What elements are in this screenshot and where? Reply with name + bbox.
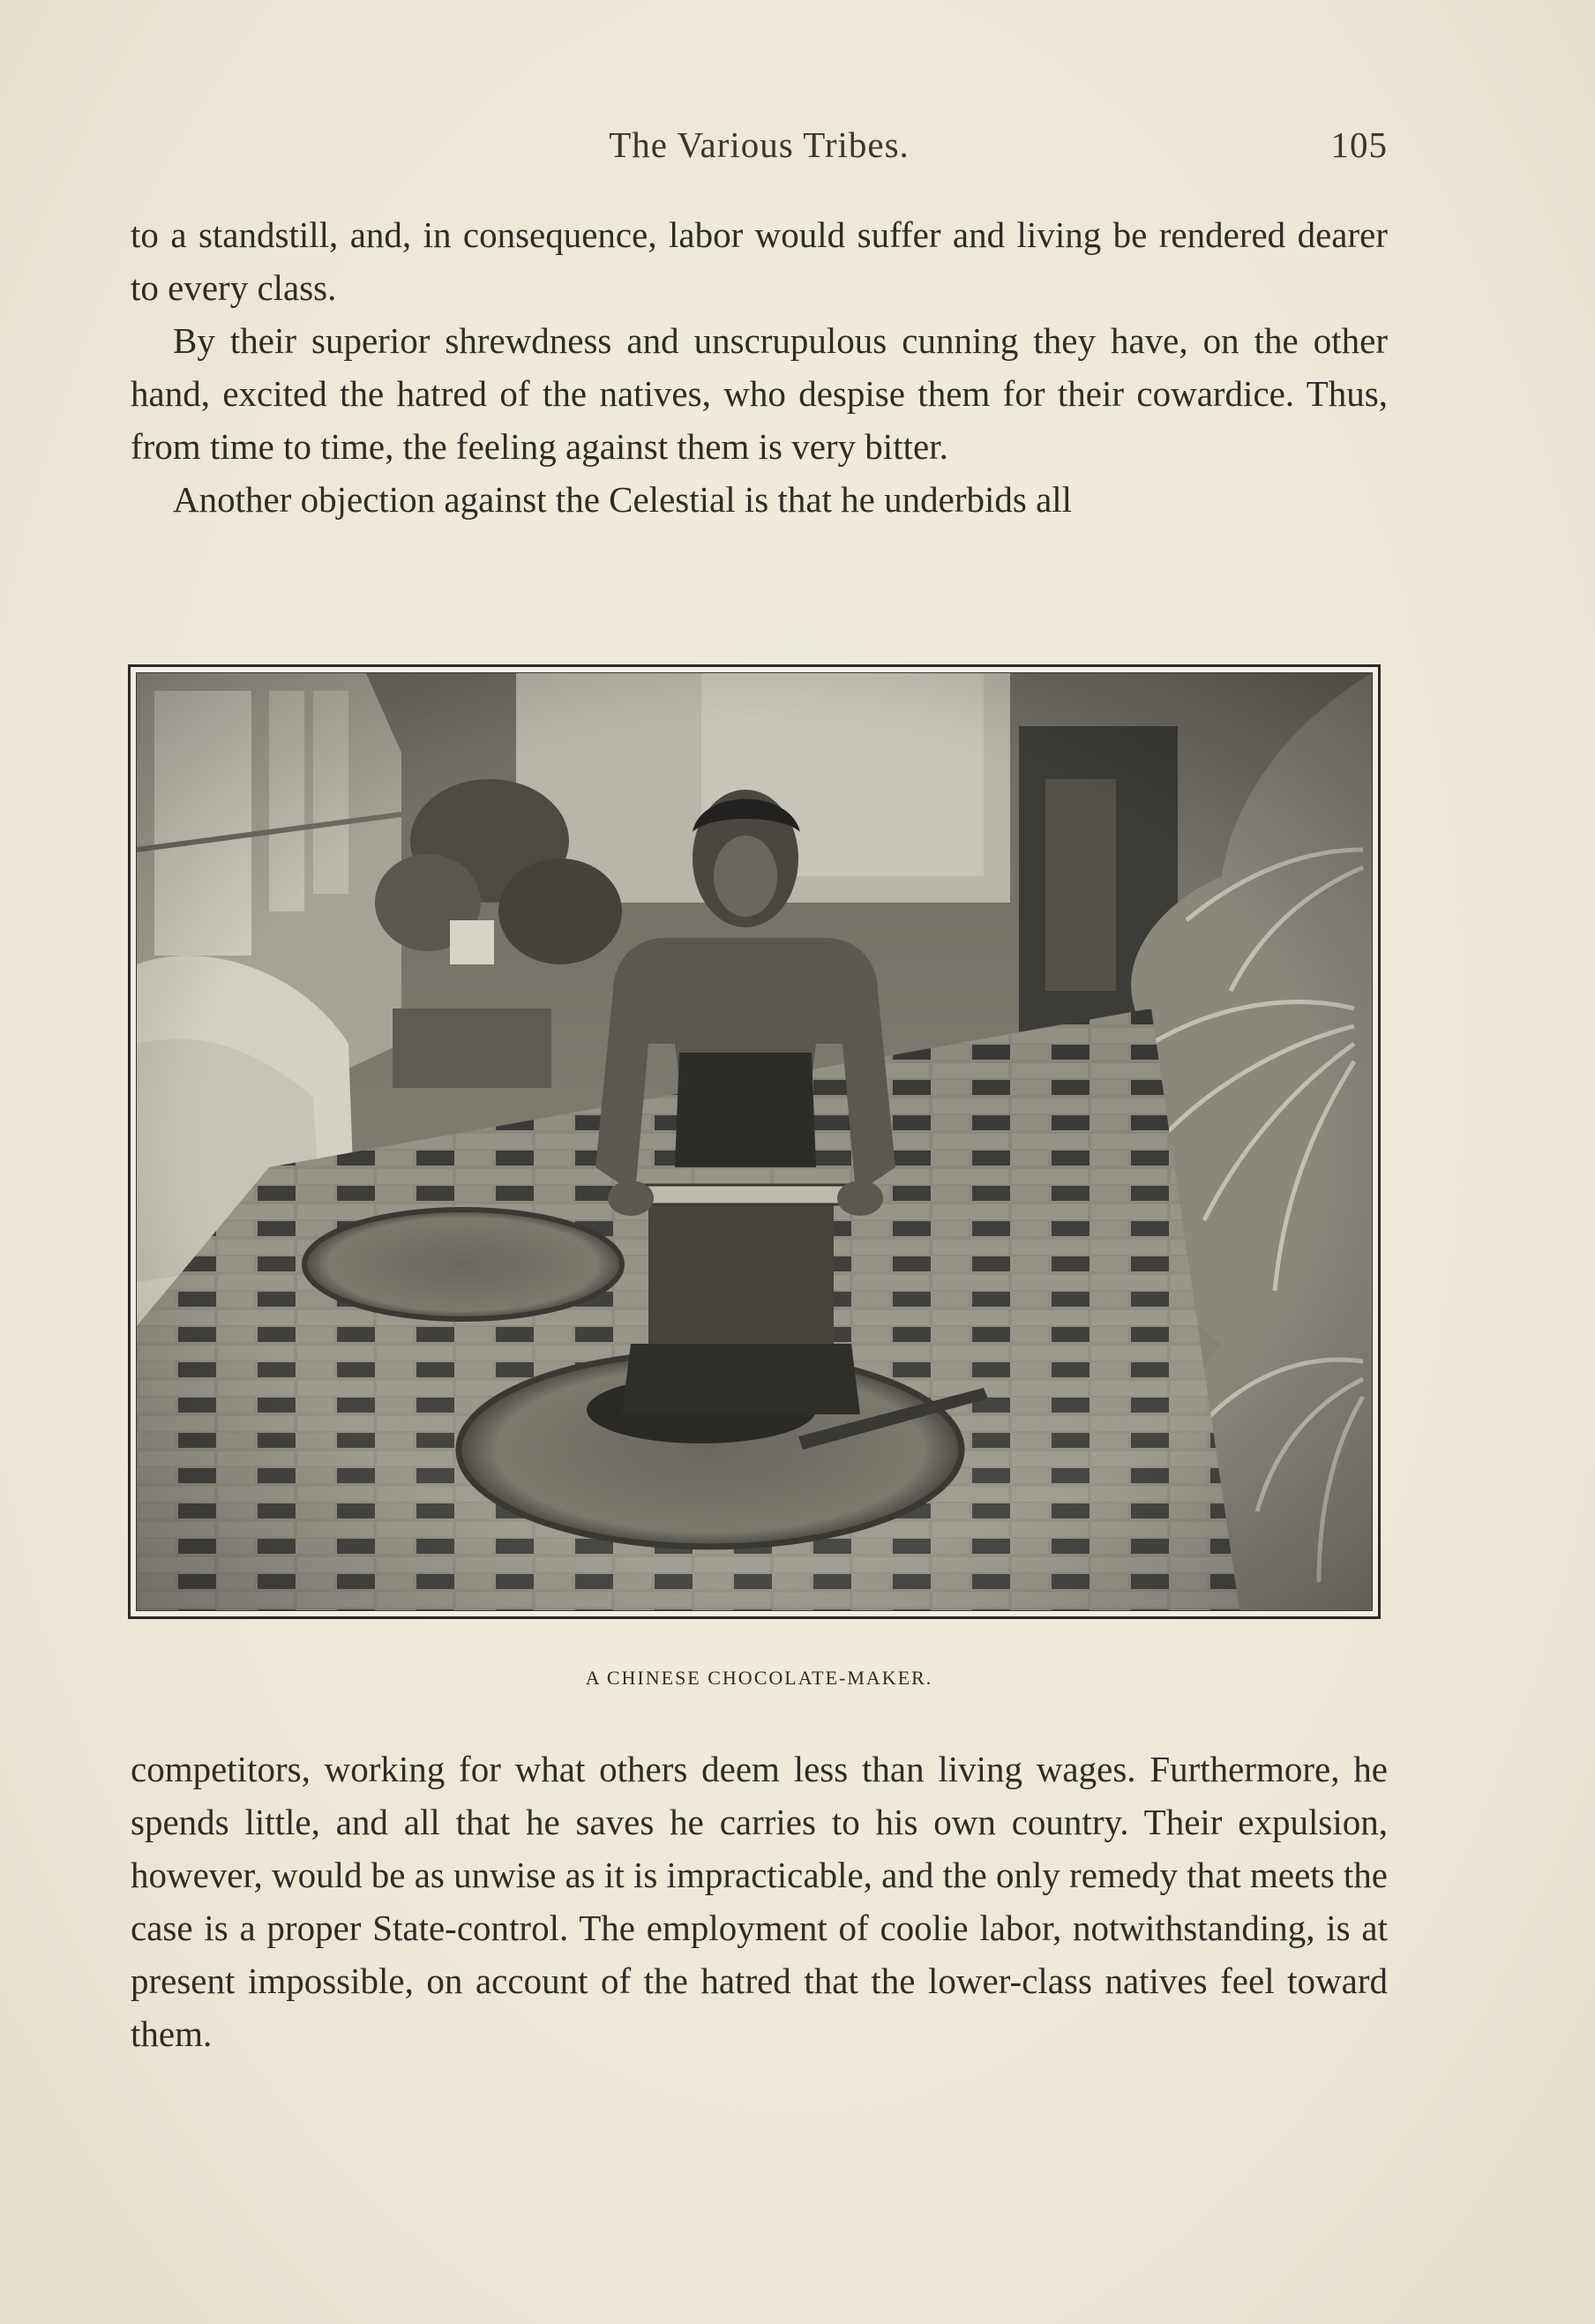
top-text-block: [131, 208, 1388, 526]
page-number: 105: [1330, 124, 1388, 165]
paragraph: By their superior shrewdness and unscrupulous cunning they have, on the other hand, excited the hatred of the natives, who despise them for their cowardice. Thus, from time to time, the feeling against them is very bitter.: [131, 320, 1388, 467]
figure-caption: A CHINESE CHOCOLATE-MAKER.: [585, 1667, 933, 1689]
paragraph: Another objection against the Celestial is that he underbids all: [173, 479, 1073, 520]
paragraph-continued: to a standstill, and, in consequence, labor would suffer and living be rendered dearer to every class.: [131, 214, 1388, 308]
running-head: [131, 124, 1388, 176]
photograph-figure: [128, 664, 1381, 1619]
chocolate-maker-photo-illustration: [137, 673, 1372, 1610]
paragraph-continued: competitors, working for what others deem less than living wages. Furthermore, he spends little, and all that he saves he carries to his own country. Their expulsion, however, would be as unwise as it is impracticable, and the only remedy that meets the case is a proper State-control. The employment of coolie labor, notwithstanding, is at present impossible, on account of the hatred that the lower-class natives feel toward them.: [131, 1749, 1388, 2054]
bottom-text-block: [131, 1743, 1388, 2060]
photograph: [136, 672, 1373, 1611]
running-title: The Various Tribes.: [609, 124, 910, 165]
